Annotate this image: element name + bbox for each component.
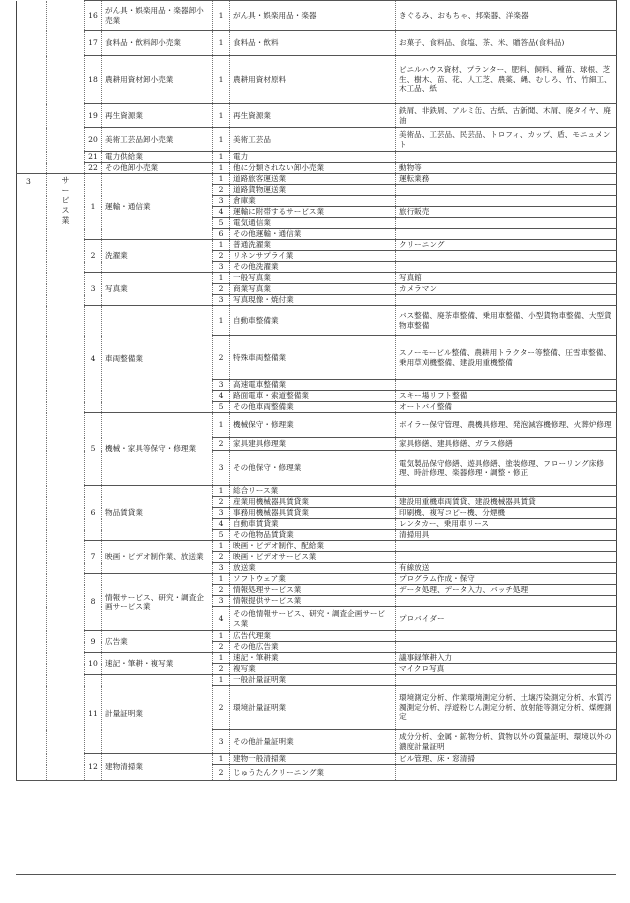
examples: 旅行販売 <box>396 207 617 218</box>
subcategory-number: 4 <box>213 391 230 402</box>
subcategory-name: 特殊車両整備業 <box>230 336 396 380</box>
examples: ボイラー保守管理、農機具修理、発泡減容機修理、火葬炉修理 <box>396 413 617 438</box>
subcategory-name: 道路旅客運送業 <box>230 174 396 185</box>
examples: カメラマン <box>396 284 617 295</box>
subcategory-number: 2 <box>213 336 230 380</box>
examples <box>396 218 617 229</box>
subcategory-number: 3 <box>213 596 230 607</box>
subcategory-name: 機械保守・修理業 <box>230 413 396 438</box>
examples <box>396 541 617 552</box>
subcategory-name: じゅうたんクリーニング業 <box>230 765 396 781</box>
examples: クリーニング <box>396 240 617 251</box>
subcategory-name: 建物一般清掃業 <box>230 754 396 765</box>
subcategory-number: 2 <box>213 497 230 508</box>
category-number: 3 <box>85 273 102 306</box>
examples: レンタカー、乗用車リース <box>396 519 617 530</box>
subcategory-name: その他保守・修理業 <box>230 451 396 486</box>
subcategory-number: 1 <box>213 574 230 585</box>
category-number: 2 <box>85 240 102 273</box>
subcategory-name: 再生資源業 <box>230 104 396 128</box>
examples: 動物等 <box>396 163 617 174</box>
subcategory-number: 1 <box>213 653 230 664</box>
subcategory-number: 1 <box>213 240 230 251</box>
examples: ビニルハウス資材、プランター、肥料、飼料、種苗、球根、芝生、樹木、苗、花、人工芝、農薬、縄、むしろ、竹、竹細工、木工品、紙 <box>396 56 617 104</box>
examples: ビル管理、床・窓清掃 <box>396 754 617 765</box>
category-number: 10 <box>85 653 102 675</box>
table-row <box>17 675 617 686</box>
subcategory-name: その他車両整備業 <box>230 402 396 413</box>
category-name: 機械・家具等保守・修理業 <box>102 413 213 486</box>
subcategory-name: 映画・ビデオ制作、配給業 <box>230 541 396 552</box>
subcategory-name: その他運輸・通信業 <box>230 229 396 240</box>
category-name: 農耕用資材卸小売業 <box>102 56 213 104</box>
subcategory-number: 3 <box>213 730 230 754</box>
examples: 議事録筆耕入力 <box>396 653 617 664</box>
category-number: 11 <box>85 675 102 754</box>
subcategory-number: 5 <box>213 218 230 229</box>
examples: データ処理、データ入力、バッチ処理 <box>396 585 617 596</box>
table-row <box>17 152 617 163</box>
subcategory-number: 3 <box>213 451 230 486</box>
subcategory-number: 2 <box>213 664 230 675</box>
subcategory-number: 1 <box>213 31 230 56</box>
subcategory-number: 1 <box>213 631 230 642</box>
examples: マイクロ写真 <box>396 664 617 675</box>
examples: 成分分析、金属・鉱物分析、貨物以外の質量証明、環境以外の濃度計量証明 <box>396 730 617 754</box>
section-name-cell <box>47 174 85 781</box>
table-row <box>17 306 617 336</box>
subcategory-number: 5 <box>213 530 230 541</box>
subcategory-name: その他広告業 <box>230 642 396 653</box>
subcategory-name: 写真現像・焼付業 <box>230 295 396 306</box>
subcategory-name: 食料品・飲料 <box>230 31 396 56</box>
examples <box>396 262 617 273</box>
industry-classification-table <box>16 0 617 781</box>
table-row <box>17 574 617 585</box>
examples <box>396 185 617 196</box>
category-number: 12 <box>85 754 102 781</box>
category-name: 速記・筆耕・複写業 <box>102 653 213 675</box>
subcategory-number: 1 <box>213 152 230 163</box>
subcategory-number: 1 <box>213 104 230 128</box>
subcategory-number: 2 <box>213 438 230 451</box>
subcategory-name: ソフトウェア業 <box>230 574 396 585</box>
subcategory-name: 広告代理業 <box>230 631 396 642</box>
subcategory-number: 2 <box>213 765 230 781</box>
subcategory-number: 2 <box>213 552 230 563</box>
subcategory-number: 1 <box>213 675 230 686</box>
category-name: 洗濯業 <box>102 240 213 273</box>
category-name: 写真業 <box>102 273 213 306</box>
subcategory-name: 複写業 <box>230 664 396 675</box>
category-number: 18 <box>85 56 102 104</box>
examples <box>396 765 617 781</box>
subcategory-number: 1 <box>213 56 230 104</box>
table-row <box>17 128 617 152</box>
examples <box>396 675 617 686</box>
subcategory-name: その他洗濯業 <box>230 262 396 273</box>
table-row <box>17 174 617 185</box>
subcategory-number: 5 <box>213 402 230 413</box>
subcategory-number: 2 <box>213 251 230 262</box>
examples: 写真館 <box>396 273 617 284</box>
examples <box>396 196 617 207</box>
subcategory-name: 美術工芸品 <box>230 128 396 152</box>
category-number: 16 <box>85 1 102 31</box>
subcategory-number: 1 <box>213 273 230 284</box>
examples <box>396 295 617 306</box>
section-name: サービス業 <box>61 176 70 225</box>
category-name: 美術工芸品卸小売業 <box>102 128 213 152</box>
subcategory-name: 家具建具修理業 <box>230 438 396 451</box>
examples <box>396 596 617 607</box>
subcategory-name: 路面電車・索道整備業 <box>230 391 396 402</box>
subcategory-name: 普通洗濯業 <box>230 240 396 251</box>
table-row <box>17 31 617 56</box>
examples: 家具修繕、建具修繕、ガラス修繕 <box>396 438 617 451</box>
subcategory-number: 3 <box>213 563 230 574</box>
subcategory-name: 電気通信業 <box>230 218 396 229</box>
table-row <box>17 653 617 664</box>
category-number: 9 <box>85 631 102 653</box>
subcategory-number: 6 <box>213 229 230 240</box>
table-row <box>17 273 617 284</box>
table-row <box>17 163 617 174</box>
examples <box>396 642 617 653</box>
examples: 清掃用具 <box>396 530 617 541</box>
section-number: 3 <box>17 174 47 781</box>
examples: プロバイダー <box>396 607 617 631</box>
subcategory-name: 道路貨物運送業 <box>230 185 396 196</box>
table-bottom-rule <box>16 874 616 875</box>
subcategory-number: 2 <box>213 585 230 596</box>
table-row <box>17 104 617 128</box>
subcategory-number: 1 <box>213 174 230 185</box>
subcategory-number: 1 <box>213 754 230 765</box>
subcategory-number: 2 <box>213 686 230 730</box>
subcategory-number: 1 <box>213 541 230 552</box>
examples <box>396 552 617 563</box>
examples: きぐるみ、おもちゃ、邦楽器、洋楽器 <box>396 1 617 31</box>
examples <box>396 229 617 240</box>
subcategory-name: 映画・ビデオサービス業 <box>230 552 396 563</box>
examples: オートバイ整備 <box>396 402 617 413</box>
category-name: がん具・娯楽用品・楽器卸小売業 <box>102 1 213 31</box>
subcategory-name: 倉庫業 <box>230 196 396 207</box>
subcategory-number: 3 <box>213 262 230 273</box>
table-row <box>17 240 617 251</box>
subcategory-name: 農耕用資材原料 <box>230 56 396 104</box>
subcategory-name: 産業用機械器具賃貸業 <box>230 497 396 508</box>
examples: 印刷機、複写コピー機、分煙機 <box>396 508 617 519</box>
subcategory-number: 3 <box>213 380 230 391</box>
subcategory-number: 1 <box>213 1 230 31</box>
table-row <box>17 56 617 104</box>
category-name: 電力供給業 <box>102 152 213 163</box>
subcategory-number: 1 <box>213 163 230 174</box>
subcategory-number: 1 <box>213 306 230 336</box>
subcategory-name: 事務用機械器具賃貸業 <box>230 508 396 519</box>
table-row <box>17 631 617 642</box>
examples <box>396 380 617 391</box>
category-name: 食料品・飲料卸小売業 <box>102 31 213 56</box>
subcategory-name: リネンサプライ業 <box>230 251 396 262</box>
examples <box>396 486 617 497</box>
table-row <box>17 754 617 765</box>
category-number: 4 <box>85 306 102 413</box>
subcategory-number: 3 <box>213 295 230 306</box>
category-name: その他卸小売業 <box>102 163 213 174</box>
blank-section-name-cell <box>47 1 85 174</box>
subcategory-name: 情報処理サービス業 <box>230 585 396 596</box>
examples <box>396 152 617 163</box>
category-name: 映画・ビデオ制作業、放送業 <box>102 541 213 574</box>
category-number: 17 <box>85 31 102 56</box>
examples: バス整備、廃茶車整備、乗用車整備、小型貨物車整備、大型貨物車整備 <box>396 306 617 336</box>
subcategory-name: 他に分類されない卸小売業 <box>230 163 396 174</box>
subcategory-number: 2 <box>213 185 230 196</box>
subcategory-number: 4 <box>213 607 230 631</box>
subcategory-name: 商業写真業 <box>230 284 396 295</box>
category-number: 6 <box>85 486 102 541</box>
category-name: 広告業 <box>102 631 213 653</box>
subcategory-number: 2 <box>213 284 230 295</box>
examples: 建設用重機車両賃貸、建設機械器具賃貸 <box>396 497 617 508</box>
subcategory-number: 4 <box>213 207 230 218</box>
examples: 運転業務 <box>396 174 617 185</box>
table-row <box>17 541 617 552</box>
table-row <box>17 1 617 31</box>
subcategory-name: 電力 <box>230 152 396 163</box>
subcategory-name: 速記・筆耕業 <box>230 653 396 664</box>
subcategory-name: 情報提供サービス業 <box>230 596 396 607</box>
examples: スノーモービル整備、農耕用トラクター等整備、圧雪車整備、乗用草刈機整備、建設用重機整備 <box>396 336 617 380</box>
subcategory-name: その他物品賃貸業 <box>230 530 396 541</box>
examples: お菓子、食料品、食塩、茶、米、贈答品(食料品) <box>396 31 617 56</box>
subcategory-name: 運輸に附帯するサービス業 <box>230 207 396 218</box>
blank-section-cell <box>17 1 47 174</box>
category-number: 5 <box>85 413 102 486</box>
category-name: 計量証明業 <box>102 675 213 754</box>
category-number: 8 <box>85 574 102 631</box>
examples <box>396 251 617 262</box>
category-name: 情報サービス、研究・調査企画サービス業 <box>102 574 213 631</box>
subcategory-number: 3 <box>213 196 230 207</box>
examples: 有線放送 <box>396 563 617 574</box>
subcategory-number: 4 <box>213 519 230 530</box>
subcategory-name: がん具・娯楽用品・楽器 <box>230 1 396 31</box>
subcategory-name: 一般写真業 <box>230 273 396 284</box>
category-number: 22 <box>85 163 102 174</box>
subcategory-number: 1 <box>213 486 230 497</box>
subcategory-name: 高速電車整備業 <box>230 380 396 391</box>
examples: スキー場リフト整備 <box>396 391 617 402</box>
subcategory-name: 一般計量証明業 <box>230 675 396 686</box>
subcategory-name: その他計量証明業 <box>230 730 396 754</box>
category-number: 20 <box>85 128 102 152</box>
category-name: 再生資源業 <box>102 104 213 128</box>
category-number: 1 <box>85 174 102 240</box>
subcategory-number: 1 <box>213 413 230 438</box>
category-number: 7 <box>85 541 102 574</box>
subcategory-number: 2 <box>213 642 230 653</box>
examples: 環境測定分析、作業環境測定分析、土壌汚染測定分析、水質汚濁測定分析、浮遊粉じん測定分析、放射能等測定分析、煤煙測定 <box>396 686 617 730</box>
subcategory-name: 環境計量証明業 <box>230 686 396 730</box>
examples: プログラム作成・保守 <box>396 574 617 585</box>
category-name: 運輸・通信業 <box>102 174 213 240</box>
examples: 電気製品保守修繕、遊具修繕、塗装修理、フローリング床修理、時計修理、楽器修理・調整・修正 <box>396 451 617 486</box>
category-name: 物品賃貸業 <box>102 486 213 541</box>
category-number: 19 <box>85 104 102 128</box>
subcategory-name: その他情報サービス、研究・調査企画サービス業 <box>230 607 396 631</box>
subcategory-name: 総合リース業 <box>230 486 396 497</box>
subcategory-name: 自動車整備業 <box>230 306 396 336</box>
table-row <box>17 486 617 497</box>
subcategory-number: 3 <box>213 508 230 519</box>
table-row <box>17 413 617 438</box>
category-name: 建物清掃業 <box>102 754 213 781</box>
subcategory-name: 放送業 <box>230 563 396 574</box>
examples <box>396 631 617 642</box>
examples: 美術品、工芸品、民芸品、トロフィ、カップ、盾、モニュメント <box>396 128 617 152</box>
category-name: 車両整備業 <box>102 306 213 413</box>
category-number: 21 <box>85 152 102 163</box>
subcategory-name: 自動車賃貸業 <box>230 519 396 530</box>
subcategory-number: 1 <box>213 128 230 152</box>
examples: 鉄屑、非鉄屑、アルミ缶、古紙、古新聞、木屑、廃タイヤ、廃油 <box>396 104 617 128</box>
